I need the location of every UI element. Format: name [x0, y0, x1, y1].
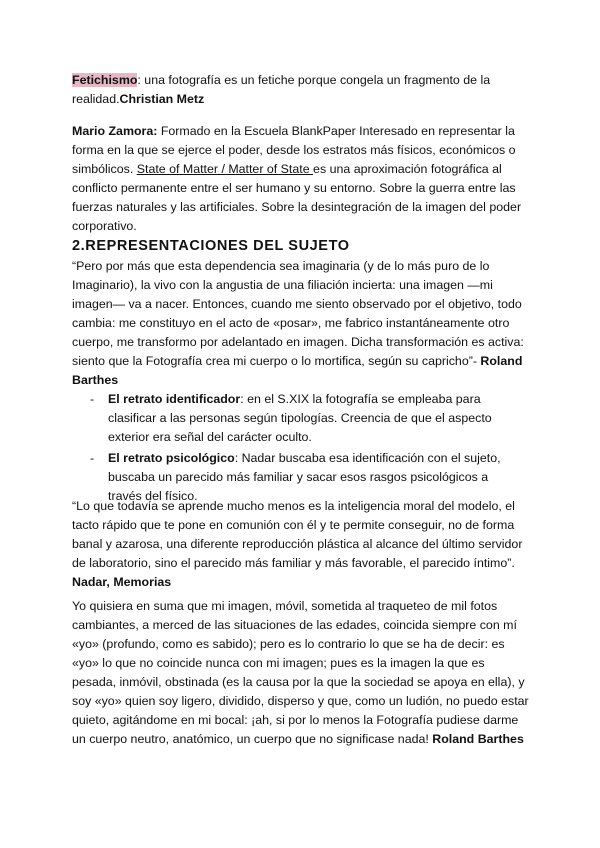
list-item-label: El retrato identificador — [108, 392, 241, 406]
highlighted-term: Fetichismo — [72, 73, 138, 87]
paragraph-text: : una fotografía es un fetiche porque congela un fragmento de la realidad. — [72, 73, 491, 106]
quote-text: “Pero por más que esta dependencia sea imaginaria (y de lo más puro de lo Imaginario), la vivo con la angustia de una filiación incierta: una imagen —mi imagen— va a nacer. Entonces, cuando me siento observado por el objetivo, todo cambia: me constituyo en el acto de «posar», me fabrico instantáneamente otro cuerpo, me transformo por adelantado en imagen. Dicha transformación es activa: siento que la Fotografía crea mi cuerpo o lo mortifica, según su capricho”- — [72, 259, 524, 368]
work-title: State of Matter / Matter of State — [136, 162, 314, 176]
paragraph-text: Yo quisiera en suma que mi imagen, móvil, sometida al traqueteo de mil fotos cambiantes, a merced de las situaciones de las edades, coincida siempre con mí «yo» (profundo, como es sabido); pero es lo contrario lo que se ha de decir: es «yo» lo que no coincide nunca con mi imagen; pues es la imagen la que es pesada, inmóvil, obstinada (es la causa por la que la sociedad se apoya en ella), y soy «yo» quien soy ligero, dividido, disperso y que, como un ludión, no puedo estar quieto, agitándome en mi bocal: ¡ah, si por lo menos la Fotografía pudiese darme un cuerpo neutro, anatómico, un cuerpo que no significase nada! — [72, 599, 529, 746]
list-item-text: : en el S.XIX la fotografía se empleaba para clasificar a las personas según tipologías. Creencia de que el aspecto exterior era señal del carácter oculto. — [108, 392, 492, 444]
author-name: Roland Barthes — [432, 732, 524, 746]
list-item-retrato-identificador — [108, 390, 503, 447]
author-name: Nadar, Memorias — [72, 575, 172, 589]
paragraph-fetichismo — [72, 71, 532, 109]
paragraph-barthes-quote — [72, 257, 532, 390]
paragraph-barthes-reflection — [72, 597, 532, 749]
list-bullet: - — [90, 451, 95, 465]
author-name: Roland Barthes — [72, 354, 523, 387]
author-name: Christian Metz — [119, 92, 205, 106]
photographer-name: Mario Zamora: — [72, 124, 158, 138]
list-item-label: El retrato psicológico — [108, 451, 235, 465]
section-heading: 2.REPRESENTACIONES DEL SUJETO — [72, 238, 350, 254]
list-bullet: - — [90, 392, 95, 406]
list-item-text: : Nadar buscaba esa identificación con el sujeto, buscaba un parecido más familiar y sacar esos rasgos psicológicos a través del físico. — [108, 451, 501, 503]
quote-text: “Lo que todavía se aprende mucho menos es la inteligencia moral del modelo, el tacto rápido que te pone en comunión con él y te permite conseguir, no de forma banal y azarosa, una diferente reproducción plástica al alcance del último servidor de laboratorio, sino el parecido más familiar y más favorable, el parecido íntimo”. — [72, 499, 523, 570]
paragraph-text: es una aproximación fotográfica al conflicto permanente entre el ser humano y su entorno. Sobre la guerra entre las fuerzas naturales y las artificiales. Sobre la desintegración de la imagen del poder corporativo. — [72, 162, 522, 233]
paragraph-nadar-quote — [72, 497, 532, 592]
paragraph-mario-zamora — [72, 122, 532, 236]
paragraph-text: Formado en la Escuela BlankPaper Interesado en representar la forma en la que se ejerce el poder, desde los estratos más físicos, económicos o simbólicos. — [72, 124, 516, 176]
